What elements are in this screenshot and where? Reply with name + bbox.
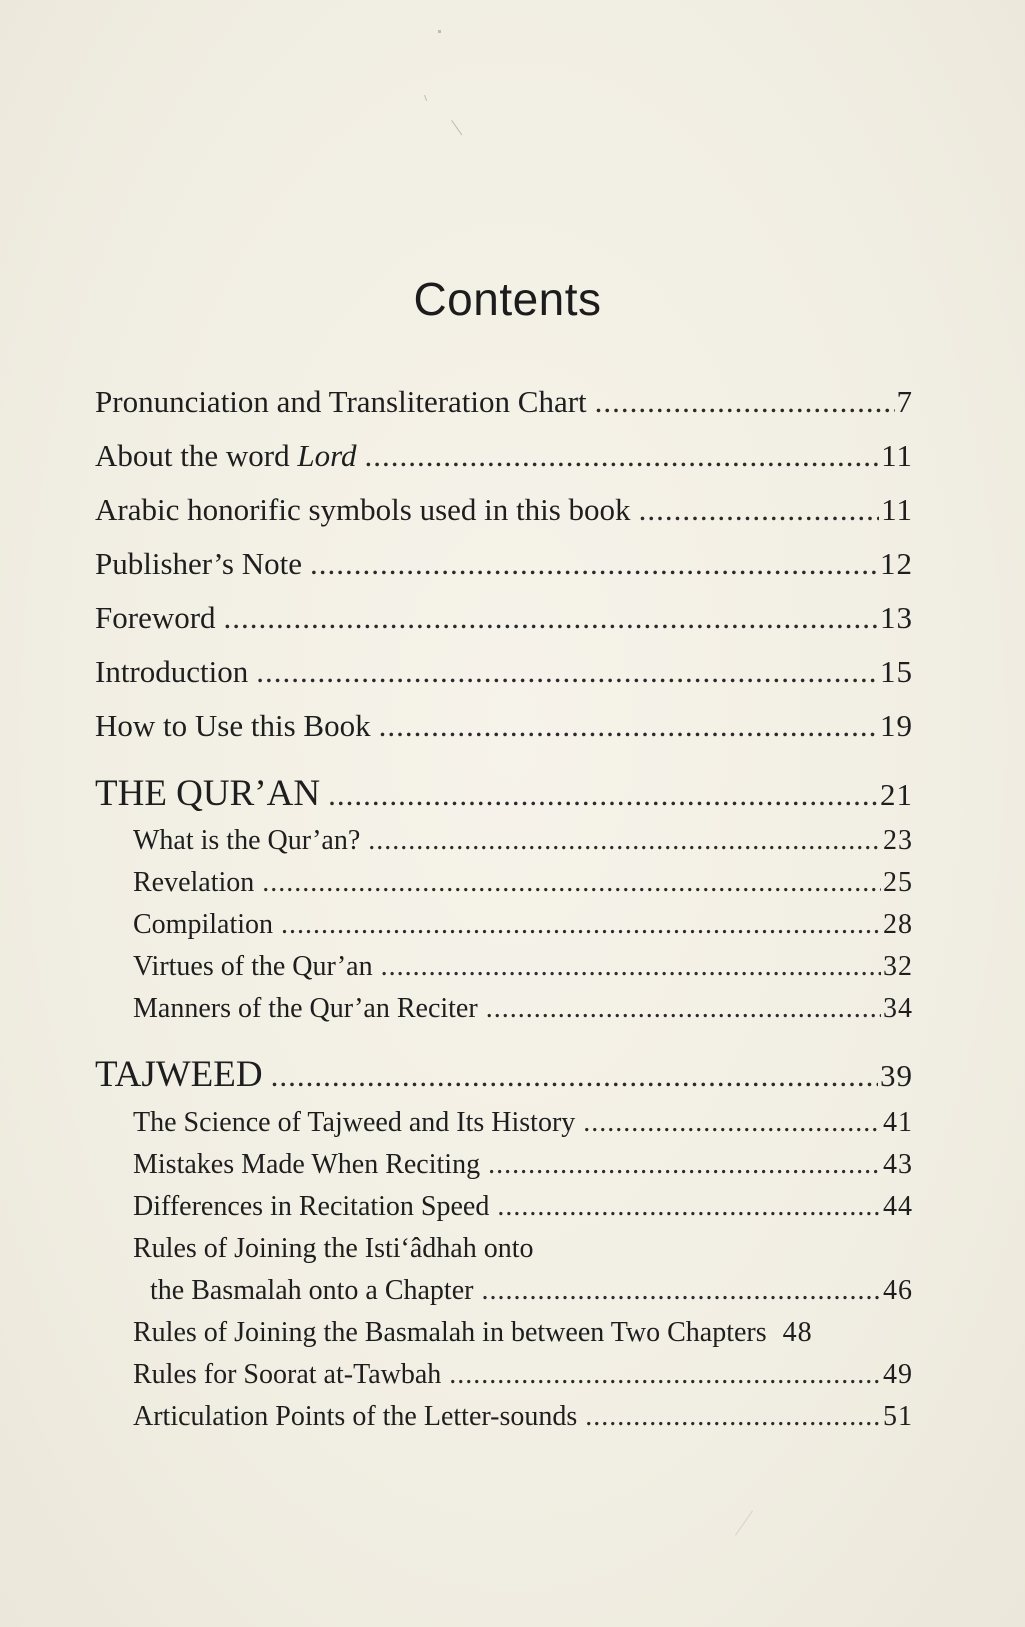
toc-entry-label: Introduction [95,654,249,689]
dot-leader [449,1359,881,1391]
paper-speck [438,30,441,33]
toc-entry-label: THE QUR’AN [95,773,321,814]
toc-entry[interactable] [95,492,913,528]
toc-entry-label: Revelation [133,867,255,898]
toc-entry[interactable] [133,1191,913,1223]
toc-entry-label: Rules of Joining the Isti‘âdhah onto [133,1233,534,1264]
dot-leader [262,867,881,899]
toc-entry-page: 23 [883,825,913,856]
toc-entry-page: 34 [883,993,913,1024]
toc-section-heading[interactable] [95,772,913,815]
dot-leader [486,993,881,1025]
toc-entry[interactable] [133,1359,913,1391]
toc-entry-page: 7 [896,384,913,419]
dot-leader [271,1058,878,1094]
toc-entry-page: 21 [880,777,913,812]
toc-entry[interactable] [95,654,913,690]
toc-entry-label: Pronunciation and Transliteration Chart [95,384,587,419]
toc-entry-label: The Science of Tajweed and Its History [133,1107,576,1138]
toc-entry-label: Foreword [95,600,216,635]
toc-entry-label: Mistakes Made When Reciting [133,1149,481,1180]
toc-entry-page: 32 [883,951,913,982]
toc-entry-page: 19 [880,708,913,743]
dot-leader [310,546,878,582]
toc-entry-page: 48 [782,1317,813,1348]
dot-leader [328,777,878,813]
dot-leader [365,438,880,474]
toc-entry-label: What is the Qur’an? [133,825,361,856]
toc-entry[interactable] [133,1401,913,1433]
dot-leader [481,1275,881,1307]
toc-entry[interactable] [95,546,913,582]
dot-leader [583,1107,881,1139]
toc-entry[interactable] [95,384,913,420]
dot-leader [256,654,878,690]
toc-entry-page: 49 [883,1359,913,1390]
toc-entry-page: 11 [881,438,913,473]
toc-entry[interactable] [95,438,913,474]
toc-entry-label: Rules of Joining the Basmalah in between Two Chapters [133,1317,767,1348]
toc-entry-label-italic: Lord [297,438,357,473]
toc-entry-label: Compilation [133,909,273,940]
toc-entry[interactable] [133,825,913,857]
toc-entry-label: TAJWEED [95,1054,263,1095]
toc-entry-label: Rules for Soorat at-Tawbah [133,1359,442,1390]
toc-entry-label: Articulation Points of the Letter-sounds [133,1401,578,1432]
toc-entry-page: 39 [880,1058,913,1093]
dot-leader [497,1191,881,1223]
toc-entry[interactable] [133,1107,913,1139]
dot-leader [595,384,895,420]
page-title: Contents [413,273,602,325]
toc-entry[interactable] [133,867,913,899]
dot-leader [488,1149,881,1181]
toc-entry-first-line[interactable] [133,1233,913,1265]
toc-entry-page: 28 [883,909,913,940]
toc-entry-label: How to Use this Book [95,708,371,743]
toc-entry-page: 12 [880,546,913,581]
toc-entry-label: the Basmalah onto a Chapter [150,1275,474,1306]
toc-entry-label: Manners of the Qur’an Reciter [133,993,478,1024]
toc-entry-page: 44 [883,1191,913,1222]
dot-leader [281,909,881,941]
dot-leader [639,492,880,528]
dot-leader [381,951,881,983]
dot-leader [224,600,878,636]
toc-entry-page: 51 [883,1401,913,1432]
toc-entry-page: 25 [883,867,913,898]
toc-entry[interactable] [95,708,913,744]
toc-entry-label-prefix: About the word [95,438,298,473]
dot-leader [379,708,878,744]
toc-entry-label: Differences in Recitation Speed [133,1191,490,1222]
dot-leader [585,1401,881,1433]
toc-entry-page: 11 [881,492,913,527]
toc-entry[interactable] [133,1317,913,1349]
toc-entry-page: 13 [880,600,913,635]
toc-entry-label: Virtues of the Qur’an [133,951,373,982]
toc-entry-page: 43 [883,1149,913,1180]
toc-entry[interactable] [133,909,913,941]
toc-entry-label: Arabic honorific symbols used in this book [95,492,631,527]
toc-entry-continuation[interactable] [150,1275,913,1307]
toc-entry-page: 15 [880,654,913,689]
toc-entry[interactable] [133,951,913,983]
toc-entry-label [95,438,357,474]
toc-entry-label: Publisher’s Note [95,546,302,581]
toc-entry[interactable] [133,993,913,1025]
toc-entry-page: 41 [883,1107,913,1138]
toc-entry-page: 46 [883,1275,913,1306]
toc-entry[interactable] [95,600,913,636]
toc-section-heading[interactable] [95,1053,913,1096]
toc-entry[interactable] [133,1149,913,1181]
dot-leader [368,825,881,857]
